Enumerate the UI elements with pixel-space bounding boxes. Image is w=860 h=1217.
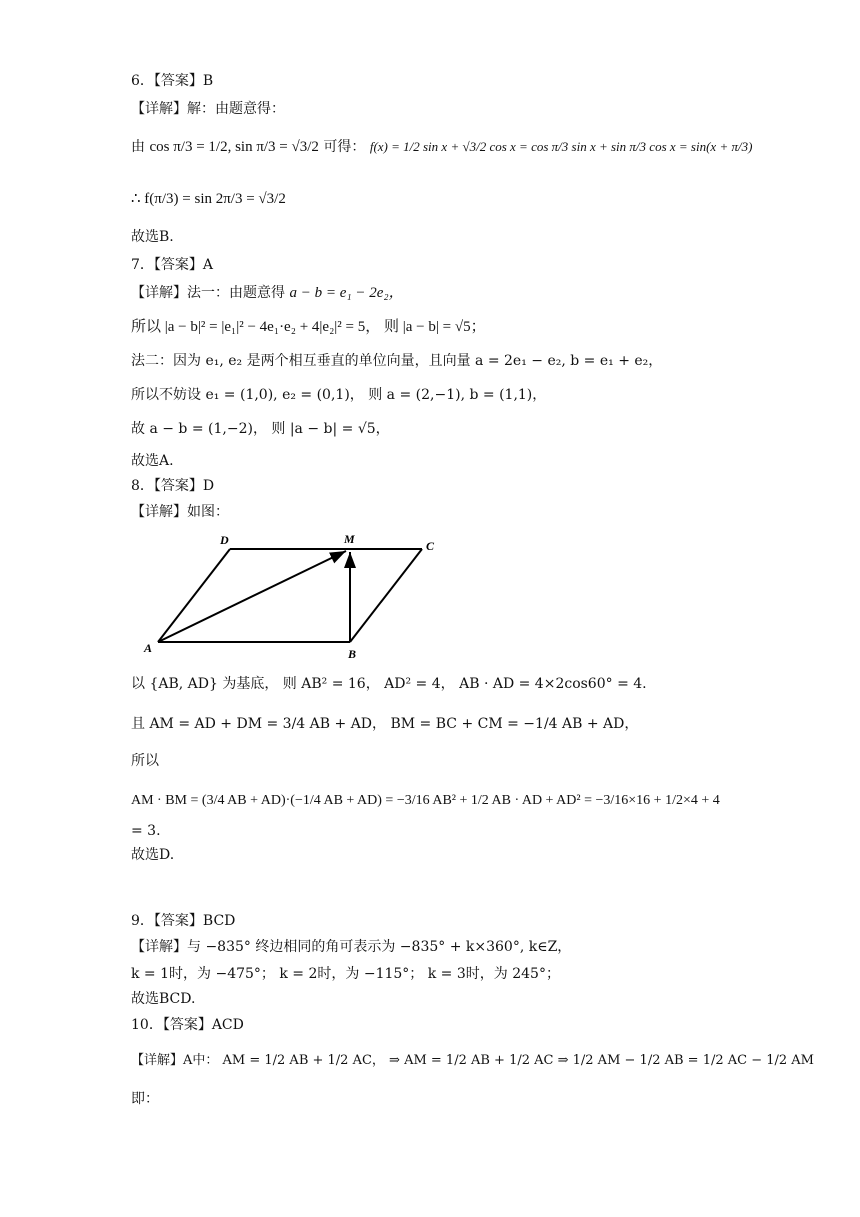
side-AD [158, 549, 230, 642]
q9-answer: 9．【答案】BCD [131, 913, 236, 929]
label-A: A [144, 641, 153, 655]
q6-line2: ∴ f(π/3) = sin 2π/3 = √3/2 [131, 191, 286, 207]
q7-answer: 7．【答案】A [131, 257, 214, 273]
q6-answer: 6．【答案】B [131, 73, 214, 89]
q6-line1-formula: f(x) = 1/2 sin x + √3/2 cos x = cos π/3 sin x + sin π/3 cos x = sin(x + π/3) [369, 139, 753, 154]
q6-line1-math: cos π/3 = 1/2, sin π/3 = √3/2 [149, 139, 319, 155]
q8-answer: 8．【答案】D [131, 478, 215, 494]
q9-line1: 【详解】与 −835° 终边相同的角可表示为 −835° + k×360°, k∈Z， [131, 939, 572, 955]
label-B: B [348, 647, 357, 661]
q9-line2: k = 1时，为 −475°； k = 2时，为 −115°； k = 3时，为 245°； [131, 966, 560, 982]
q10-line2: 即： [131, 1091, 159, 1107]
q10-line1: 【详解】A中： AM = 1/2 AB + 1/2 AC， ⇒ AM = 1/2 AB + 1/2 AC ⇒ 1/2 AM − 1/2 AB = 1/2 AC − 1/2 AM [131, 1053, 814, 1068]
q8-line2: 且 AM = AD + DM = 3/4 AB + AD， BM = BC + CM = −1/4 AB + AD， [131, 716, 639, 732]
q8-line3: 所以 [131, 753, 159, 769]
q7-line5: 故 a − b = (1,−2)， 则 |a − b| = √5， [131, 421, 390, 437]
side-CB [350, 549, 422, 642]
q8-conclusion: 故选D. [131, 847, 175, 863]
q7-line3: 法二：因为 e₁, e₂ 是两个相互垂直的单位向量，且向量 a = 2e₁ − e₂, b = e₁ + e₂， [131, 353, 663, 369]
q8-detail: 【详解】如图： [131, 504, 229, 520]
vector-AM [158, 551, 346, 642]
q7-detail-prefix: 【详解】法一：由题意得 [131, 285, 285, 301]
q7-detail [131, 284, 404, 302]
q8-line4: AM · BM = (3/4 AB + AD)·(−1/4 AB + AD) = −3/16 AB² + 1/2 AB · AD + AD² = −3/16×16 + 1/2×4 + 4 [131, 793, 720, 808]
q6-line1 [131, 138, 752, 156]
q7-line4: 所以不妨设 e₁ = (1,0), e₂ = (0,1)， 则 a = (2,−1), b = (1,1)， [131, 387, 547, 403]
label-D: D [220, 533, 229, 547]
q6-line1-mid: 可得： [323, 139, 366, 155]
q9-conclusion: 故选BCD. [131, 991, 196, 1007]
q6-conclusion: 故选B. [131, 229, 174, 245]
q7-detail-math: a − b = e₁ − 2e₂， [289, 285, 404, 301]
q6-detail: 【详解】解：由题意得： [131, 101, 285, 117]
q6-line1-prefix: 由 [131, 139, 145, 155]
label-C: C [426, 539, 435, 553]
q8-line5: = 3. [131, 823, 161, 839]
label-M: M [344, 532, 355, 546]
q7-conclusion: 故选A. [131, 453, 174, 469]
parallelogram-figure [140, 530, 450, 662]
q10-answer: 10．【答案】ACD [131, 1017, 244, 1033]
q7-line2: 所以 |a − b|² = |e₁|² − 4e₁·e₂ + 4|e₂|² = 5， 则 |a − b| = √5； [131, 319, 486, 335]
q8-line1: 以 {AB, AD} 为基底， 则 AB² = 16， AD² = 4， AB · AD = 4×2cos60° = 4. [131, 676, 647, 692]
